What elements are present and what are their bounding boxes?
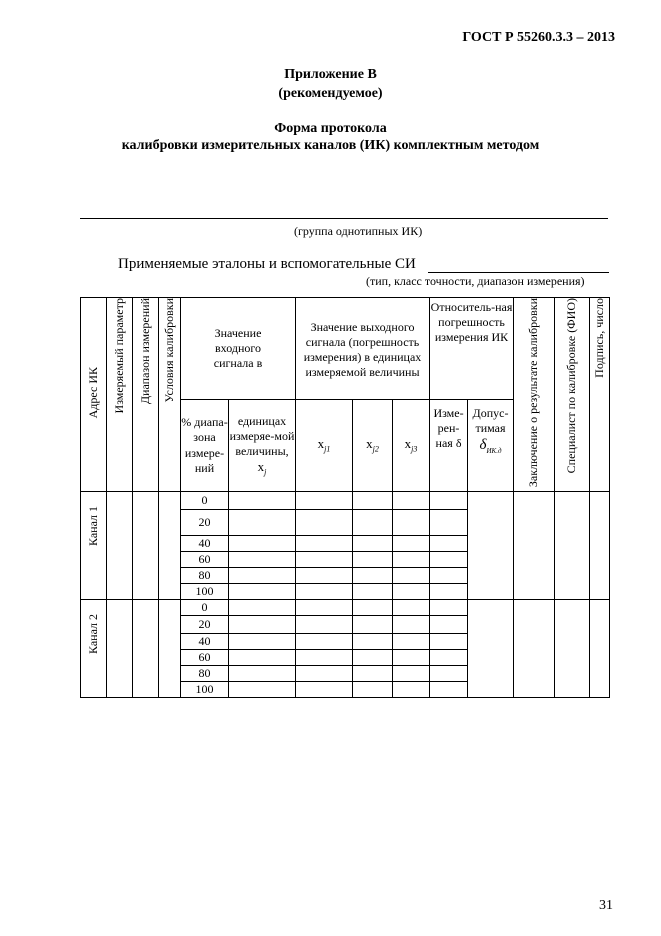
measurement-cell — [430, 584, 468, 600]
channel-rows — [81, 492, 610, 698]
measurement-cell — [353, 568, 393, 584]
measurement-cell — [430, 552, 468, 568]
percent-value-cell: 80 — [181, 666, 229, 682]
header-conclusion: Заключение о результате калибровки — [514, 298, 555, 492]
signature-cell — [590, 600, 610, 698]
channel-conditions-cell — [159, 492, 181, 600]
header-parameter: Измеряемый параметр — [107, 298, 133, 492]
measurement-cell — [229, 568, 296, 584]
header-x1: $x_{j1}$ — [296, 400, 353, 492]
measurement-cell — [353, 682, 393, 698]
measurement-cell — [296, 584, 353, 600]
table-row — [81, 600, 610, 616]
header-relative-error: Относитель-ная погрешность измерения ИК — [430, 298, 514, 400]
measurement-cell — [430, 650, 468, 666]
measurement-cell — [393, 616, 430, 634]
measurement-cell — [353, 650, 393, 666]
appendix-title: Приложение В — [284, 67, 377, 82]
header-output-signal: Значение выходного сигнала (погрешность измерения) в единицах измеряемой величины — [296, 298, 430, 400]
measurement-cell — [229, 584, 296, 600]
header-error-allowed: Допус-тимая $\delta_{ИК.д}$ — [468, 400, 514, 492]
measurement-cell — [393, 552, 430, 568]
header-address: Адрес ИК — [81, 298, 107, 492]
measurement-cell — [296, 682, 353, 698]
appendix-status: (рекомендуемое) — [278, 86, 383, 101]
measurement-cell — [296, 650, 353, 666]
measurement-cell — [353, 492, 393, 510]
form-title-line2: калибровки измерительных каналов (ИК) комплектным методом — [121, 138, 540, 153]
measurement-cell — [229, 666, 296, 682]
measurement-cell — [229, 552, 296, 568]
measurement-cell — [353, 584, 393, 600]
measurement-cell — [296, 568, 353, 584]
measurement-cell — [296, 666, 353, 682]
header-x2: $x_{j2}$ — [353, 400, 393, 492]
measurement-cell — [353, 552, 393, 568]
measurement-cell — [430, 600, 468, 616]
measurement-cell — [430, 616, 468, 634]
header-input-units: единицах измеряе-мой величины, $x_j$ — [229, 400, 296, 492]
measurement-cell — [353, 600, 393, 616]
measurement-cell — [393, 568, 430, 584]
conclusion-cell — [514, 492, 555, 600]
percent-value-cell: 20 — [181, 616, 229, 634]
header-input-percent: % диапа-зона измере-ний — [181, 400, 229, 492]
group-blank-line — [80, 218, 608, 219]
measurement-cell — [430, 492, 468, 510]
measurement-cell — [430, 682, 468, 698]
header-error-measured: Изме-рен-ная δ — [430, 400, 468, 492]
channel-range-cell — [133, 492, 159, 600]
page-number: 31 — [599, 898, 613, 913]
measurement-cell — [393, 682, 430, 698]
group-caption: (группа однотипных ИК) — [294, 224, 423, 238]
measurement-cell — [229, 600, 296, 616]
measurement-cell — [430, 536, 468, 552]
measurement-cell — [393, 600, 430, 616]
conclusion-cell — [514, 600, 555, 698]
measurement-cell — [296, 634, 353, 650]
percent-value-cell: 60 — [181, 650, 229, 666]
channel-conditions-cell — [159, 600, 181, 698]
channel-parameter-cell — [107, 600, 133, 698]
percent-value-cell: 40 — [181, 634, 229, 650]
channel-range-cell — [133, 600, 159, 698]
signature-cell — [590, 492, 610, 600]
measurement-cell — [393, 634, 430, 650]
standard-header: ГОСТ Р 55260.3.3 – 2013 — [462, 30, 615, 45]
measurement-cell — [296, 552, 353, 568]
percent-value-cell: 0 — [181, 600, 229, 616]
measurement-cell — [229, 650, 296, 666]
measurement-cell — [353, 510, 393, 536]
measurement-cell — [296, 600, 353, 616]
measurement-cell — [296, 510, 353, 536]
measurement-cell — [393, 492, 430, 510]
header-x3: $x_{j3}$ — [393, 400, 430, 492]
percent-value-cell: 100 — [181, 584, 229, 600]
measurement-cell — [353, 634, 393, 650]
measurement-cell — [353, 536, 393, 552]
measurement-cell — [229, 536, 296, 552]
header-range: Диапазон измерений — [133, 298, 159, 492]
header-specialist: Специалист по калибровке (ФИО) — [555, 298, 590, 492]
measurement-cell — [430, 510, 468, 536]
etalons-caption: (тип, класс точности, диапазон измерения) — [366, 274, 585, 288]
channel-name-cell: Канал 2 — [81, 600, 107, 698]
etalons-blank-line — [428, 272, 609, 273]
measurement-cell — [353, 666, 393, 682]
etalons-label: Применяемые эталоны и вспомогательные СИ — [118, 256, 416, 272]
channel-name-cell: Канал 1 — [81, 492, 107, 600]
header-conditions: Условия калибровки — [159, 298, 181, 492]
measurement-cell — [393, 584, 430, 600]
measurement-cell — [296, 616, 353, 634]
specialist-cell — [555, 492, 590, 600]
measurement-cell — [393, 666, 430, 682]
measurement-cell — [296, 536, 353, 552]
measurement-cell — [229, 682, 296, 698]
measurement-cell — [229, 616, 296, 634]
header-signature: Подпись, число — [590, 298, 610, 492]
measurement-cell — [229, 492, 296, 510]
measurement-cell — [229, 634, 296, 650]
percent-value-cell: 20 — [181, 510, 229, 536]
channel-parameter-cell — [107, 492, 133, 600]
measurement-cell — [393, 650, 430, 666]
form-title-line1: Форма протокола — [274, 121, 387, 136]
header-input-signal: Значение входного сигнала в — [181, 298, 296, 400]
measurement-cell — [229, 510, 296, 536]
measurement-cell — [353, 616, 393, 634]
percent-value-cell: 80 — [181, 568, 229, 584]
measurement-cell — [393, 536, 430, 552]
specialist-cell — [555, 600, 590, 698]
measurement-cell — [393, 510, 430, 536]
measurement-cell — [296, 492, 353, 510]
percent-value-cell: 100 — [181, 682, 229, 698]
measurement-cell — [430, 666, 468, 682]
allowed-error-cell — [468, 492, 514, 600]
percent-value-cell: 0 — [181, 492, 229, 510]
measurement-cell — [430, 568, 468, 584]
measurement-cell — [430, 634, 468, 650]
percent-value-cell: 60 — [181, 552, 229, 568]
percent-value-cell: 40 — [181, 536, 229, 552]
allowed-error-cell — [468, 600, 514, 698]
table-row — [81, 492, 610, 510]
calibration-protocol-table — [80, 297, 610, 698]
